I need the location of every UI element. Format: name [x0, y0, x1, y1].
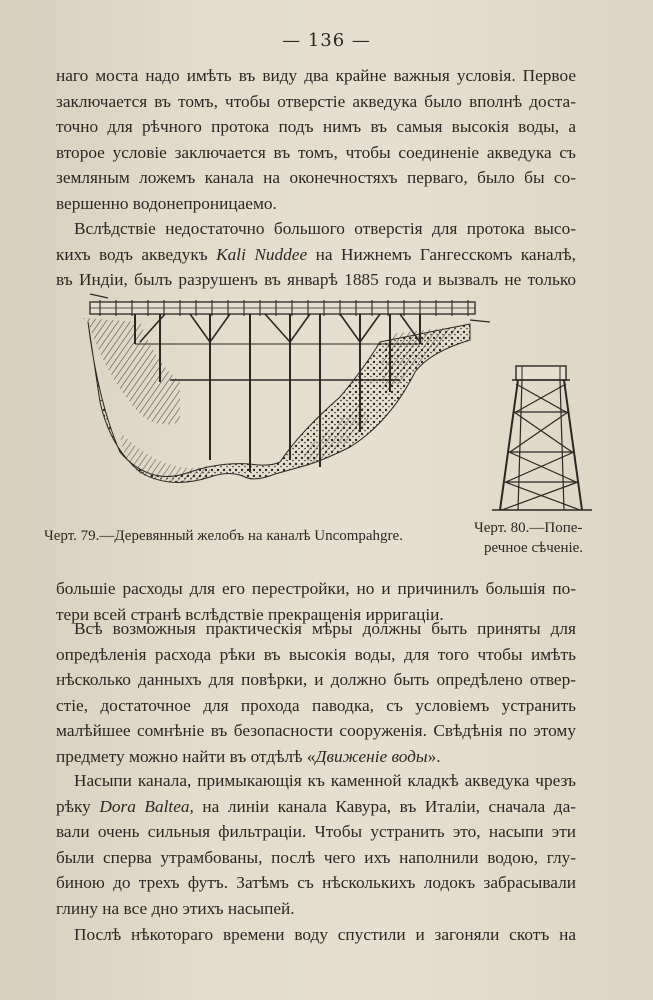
italic-reference: Движеніе воды — [315, 746, 428, 766]
text-run: , на линіи канала Кавура, въ Италіи, сначала да- — [189, 796, 576, 816]
paragraph-5 — [56, 768, 576, 921]
text-run: на Нижнемъ Гангесскомъ каналѣ, — [307, 244, 576, 264]
text-line: Всѣ возможныя практическія мѣры должны быть приняты для — [74, 619, 576, 638]
text-line: наго моста надо имѣть въ виду два крайне важныя условія. Первое — [56, 66, 576, 85]
text-line: вали очень сильныя фильтраціи. Чтобы устранить это, насыпи эти — [56, 822, 576, 841]
text-line: точно для рѣчного протока подъ нимъ въ самыя высокія воды, а — [56, 117, 576, 136]
figure-80-caption-line-2: речное сѣченіе. — [484, 540, 584, 556]
text-run: ». — [427, 746, 441, 766]
text-run: предмету можно найти въ отдѣлѣ « — [56, 746, 316, 766]
text-line: биною до трехъ футъ. Затѣмъ съ нѣсколькихъ лодокъ забрасывали — [56, 873, 576, 892]
text-line: нѣсколько данныхъ для повѣрки, и должно быть опредѣлено отвер- — [56, 670, 576, 689]
text-line — [56, 744, 576, 770]
figure-80-cross-section-drawing — [488, 362, 598, 520]
text-line: въ Индіи, былъ разрушенъ въ январѣ 1885 года и вызвалъ не только — [56, 270, 576, 289]
paragraph-1 — [56, 63, 576, 216]
text-line: заключается въ томъ, чтобы отверстіе акведука было вполнѣ доста- — [56, 91, 576, 111]
text-run: рѣку — [56, 796, 100, 816]
text-line: Насыпи канала, примыкающія къ каменной кладкѣ акведука чрезъ — [74, 771, 576, 790]
figure-80-caption-line-1: Черт. 80.—Попе- — [474, 520, 583, 536]
text-line: были сперва утрамбованы, послѣ чего ихъ наполнили водою, глу- — [56, 847, 576, 867]
page-number: — 136 — — [282, 30, 371, 51]
text-line — [56, 794, 576, 820]
text-line: земляным ложемъ канала на оконечностяхъ перваго, было бы со- — [56, 168, 576, 187]
text-line: вершенно водонепроницаемо. — [56, 193, 277, 213]
italic-name: Dora Baltea — [99, 796, 190, 816]
text-line: большіе расходы для его перестройки, но и причинилъ большія по- — [56, 579, 576, 598]
figure-79-caption: Черт. 79.—Деревянный желобъ на каналѣ Uncompahgre. — [44, 528, 403, 544]
text-line: второе условіе заключается въ томъ, чтобы соединеніе акведука съ — [56, 142, 576, 162]
text-line: тери всей странѣ вслѣдствіе прекращенія ирригаціи. — [56, 604, 444, 624]
text-line: Вслѣдствіе недостаточно большого отверстія для протока высо- — [74, 219, 576, 238]
text-line: Послѣ нѣкотораго времени воду спустили и загоняли скотъ на — [74, 925, 576, 944]
text-line: опредѣленія расхода рѣки въ высокія воды, для того чтобы имѣть — [56, 644, 576, 664]
text-line — [56, 242, 576, 268]
paragraph-6 — [56, 922, 576, 948]
text-line: глину на все дно этихъ насыпей. — [56, 898, 295, 918]
text-line: малѣйшее сомнѣніе въ безопасности сооруженія. Свѣдѣнія по этому — [56, 721, 576, 740]
paragraph-4 — [56, 616, 576, 769]
text-line: стіе, достаточное для прохода паводка, съ условіемъ устранить — [56, 695, 576, 715]
figure-79-flume-drawing — [60, 282, 490, 514]
italic-name: Kali Nuddee — [216, 244, 308, 264]
text-run: кихъ водъ акведукъ — [56, 244, 217, 264]
